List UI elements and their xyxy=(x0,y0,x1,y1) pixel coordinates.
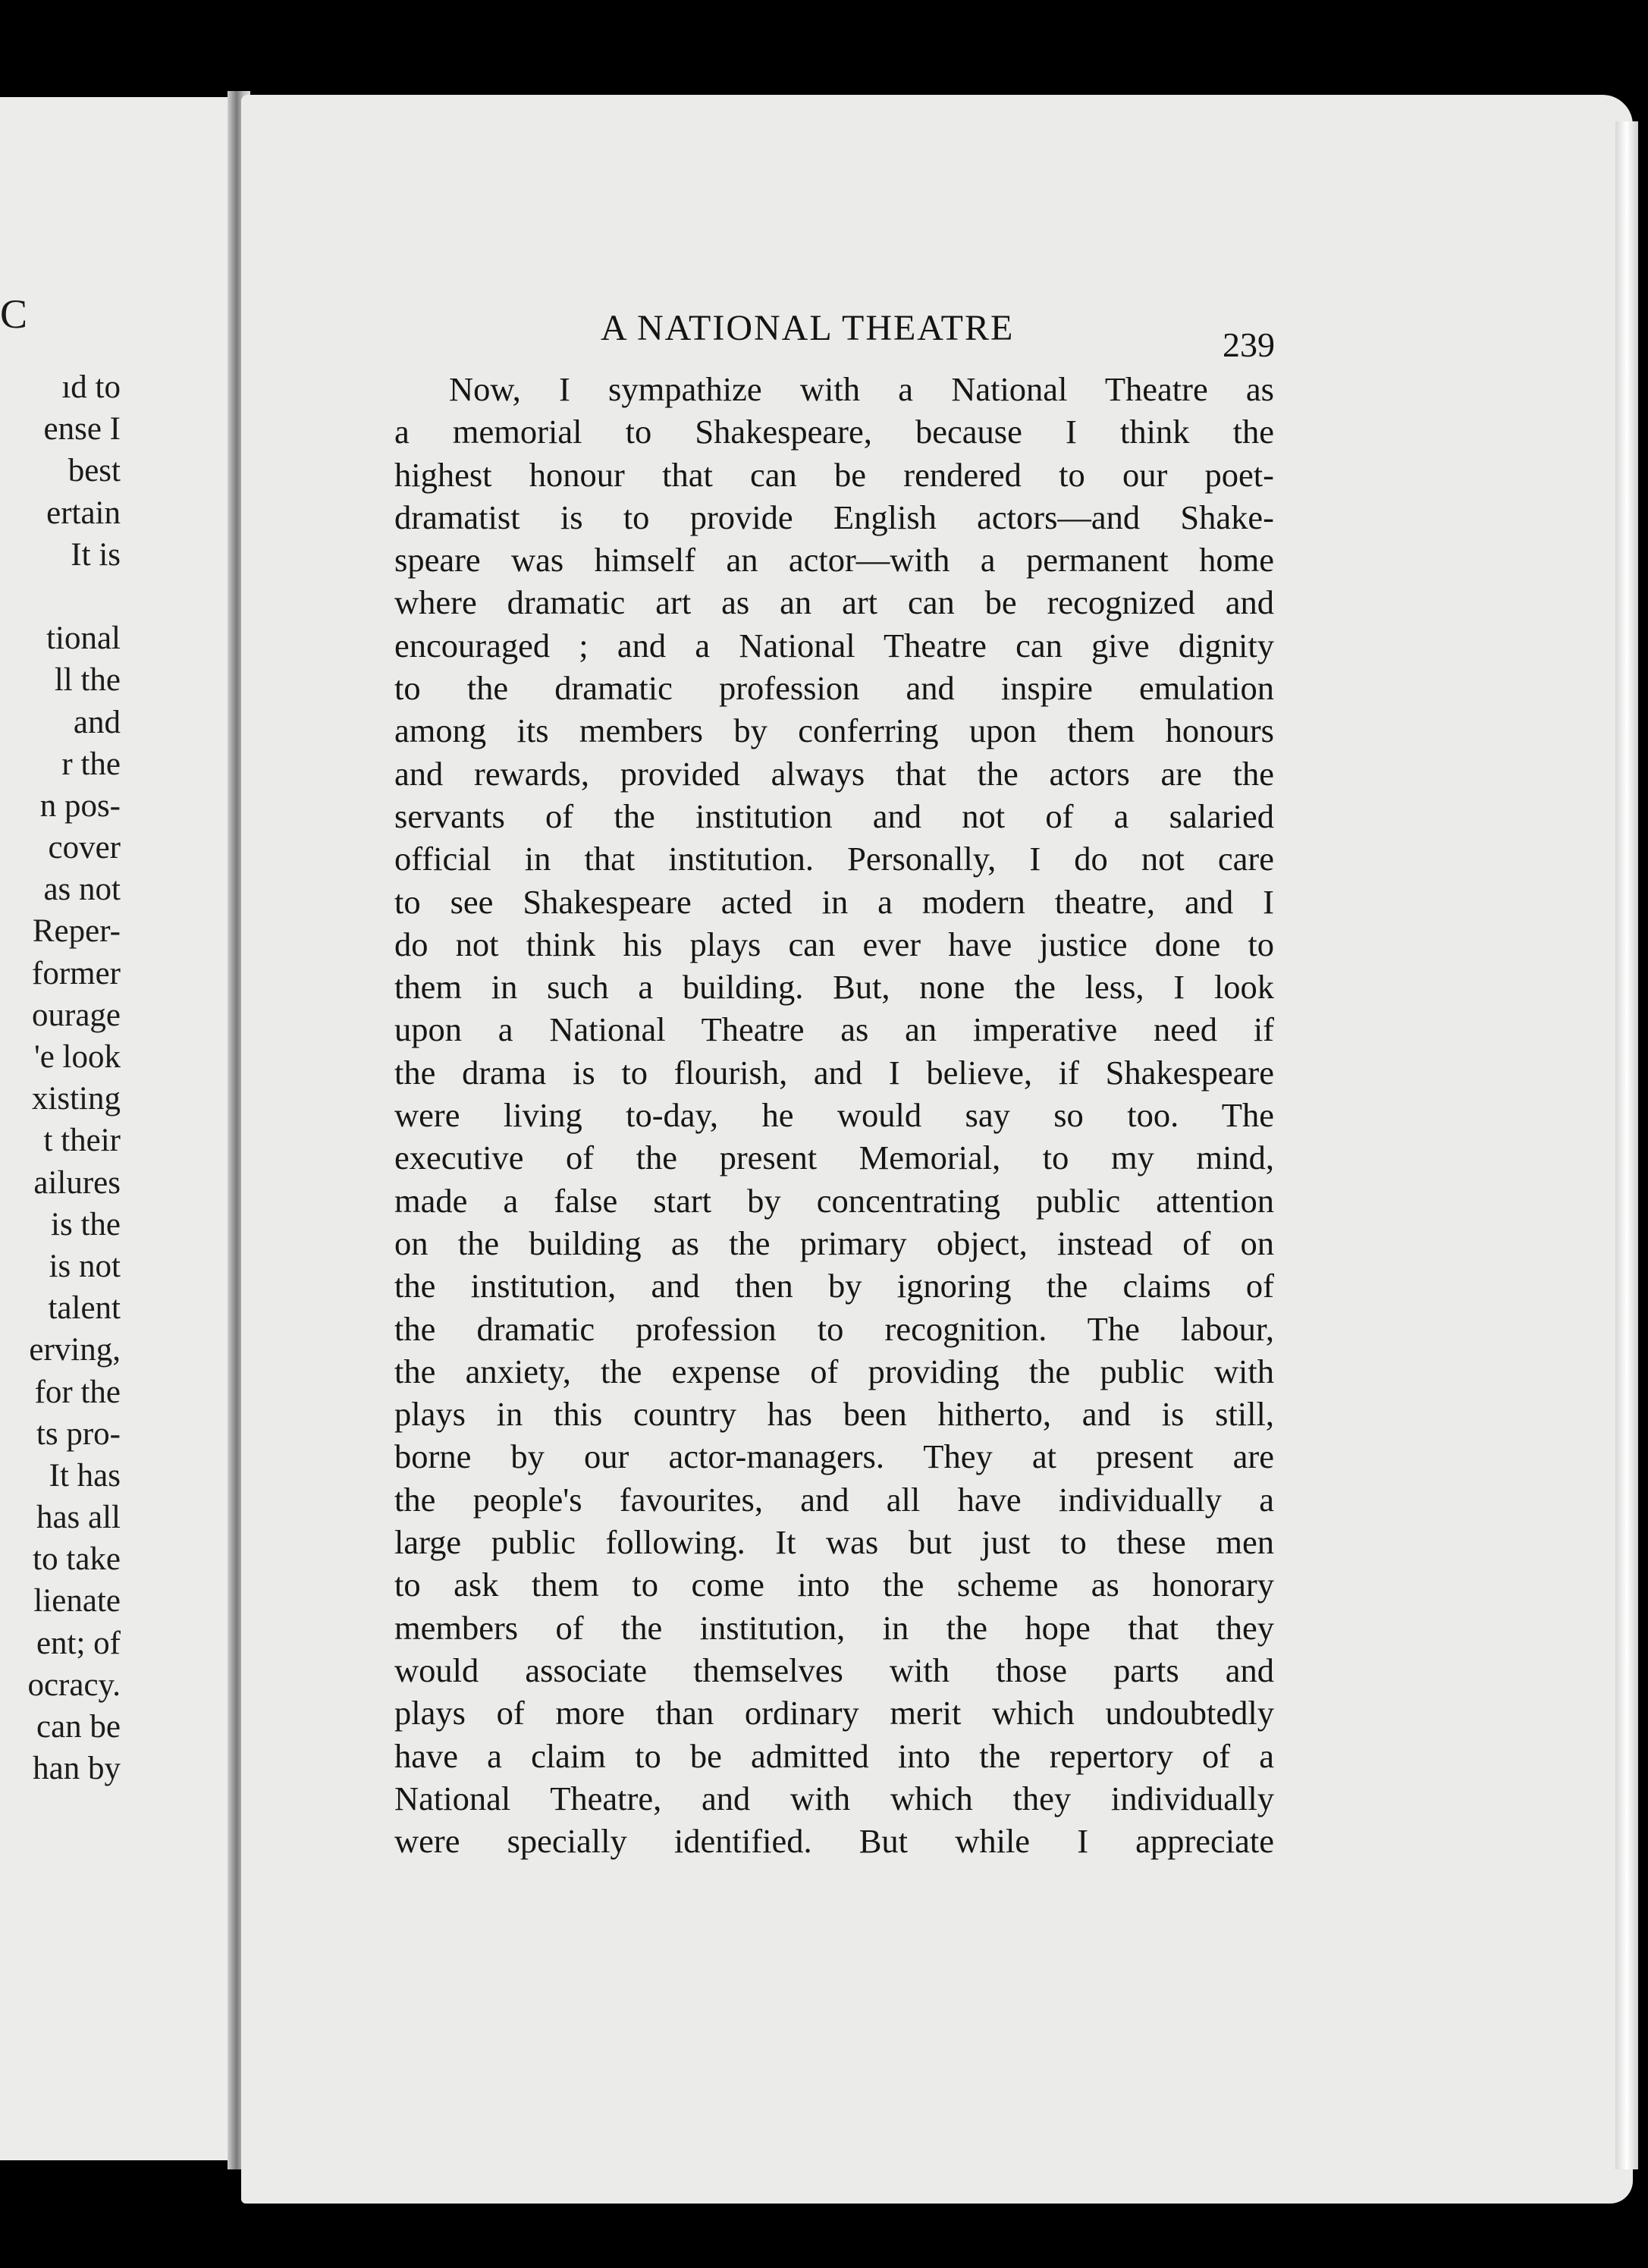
left-page-line: can be xyxy=(36,1709,121,1745)
text-line: highest honour that can be rendered to our poet- xyxy=(394,455,1274,494)
left-page-line: xisting xyxy=(31,1081,121,1117)
text-line: to see Shakespeare acted in a modern theatre, and I xyxy=(394,882,1274,921)
left-page-line: ll the xyxy=(54,662,121,699)
left-page-line: is the xyxy=(51,1206,121,1242)
text-line: were living to-day, he would say so too. The xyxy=(394,1096,1274,1135)
left-page-line: ertain xyxy=(46,495,121,531)
text-line: official in that institution. Personally, I do not care xyxy=(394,840,1274,878)
left-page-line: ts pro- xyxy=(36,1415,121,1452)
page-number: 239 xyxy=(1223,325,1275,364)
text-line: made a false start by concentrating public attention xyxy=(394,1181,1274,1220)
left-page-line: ense I xyxy=(43,411,121,448)
left-page-line: as not xyxy=(43,872,121,908)
left-page-line: to take xyxy=(33,1541,121,1578)
text-line: speare was himself an actor—with a permanent home xyxy=(394,541,1274,580)
left-page-line: ent; of xyxy=(36,1625,121,1661)
text-line: them in such a building. But, none the less, I look xyxy=(394,968,1274,1007)
left-page-line: and xyxy=(73,704,121,740)
left-page-line: It is xyxy=(71,536,121,573)
text-line: Now, I sympathize with a National Theatre as xyxy=(449,370,1274,408)
left-page-line: Reper- xyxy=(32,913,121,950)
text-line: the drama is to flourish, and I believe, if Shakespeare xyxy=(394,1053,1274,1092)
text-line: to the dramatic profession and inspire emulation xyxy=(394,669,1274,708)
left-page-line: lienate xyxy=(33,1583,121,1619)
left-page-line: tional xyxy=(46,620,121,657)
text-line: members of the institution, in the hope that they xyxy=(394,1608,1274,1647)
left-page-line: 'e look xyxy=(33,1039,121,1075)
text-line: the dramatic profession to recognition. The labour, xyxy=(394,1309,1274,1348)
text-line: do not think his plays can ever have justice done to xyxy=(394,925,1274,963)
text-line: on the building as the primary object, instead of on xyxy=(394,1224,1274,1262)
left-page-line: t their xyxy=(43,1123,121,1159)
body-text xyxy=(394,368,1274,1862)
text-line: borne by our actor-managers. They at present are xyxy=(394,1437,1274,1476)
text-line: the anxiety, the expense of providing the public with xyxy=(394,1352,1274,1390)
left-page-line: ıd to xyxy=(61,369,121,405)
text-line: among its members by conferring upon them honours xyxy=(394,711,1274,750)
text-line: the institution, and then by ignoring the claims of xyxy=(394,1267,1274,1305)
text-line: dramatist is to provide English actors—and Shake- xyxy=(394,498,1274,536)
left-page-text xyxy=(0,366,121,1789)
left-page-line: best xyxy=(67,453,121,489)
left-page-line: is not xyxy=(49,1248,121,1284)
text-line: National Theatre, and with which they individually xyxy=(394,1779,1274,1817)
left-page-line: talent xyxy=(48,1290,121,1327)
text-line: to ask them to come into the scheme as honorary xyxy=(394,1566,1274,1604)
text-line: have a claim to be admitted into the repertory of a xyxy=(394,1736,1274,1775)
left-page-line xyxy=(0,576,121,617)
left-page-line: It has xyxy=(49,1457,121,1494)
left-page-line: ourage xyxy=(32,997,121,1033)
left-page-line: for the xyxy=(34,1374,121,1410)
left-page-line: ocracy. xyxy=(27,1666,121,1703)
text-line: encouraged ; and a National Theatre can give dignity xyxy=(394,626,1274,664)
left-page-fragment xyxy=(0,97,231,2160)
left-page-line: ailures xyxy=(33,1164,121,1201)
running-head: A NATIONAL THEATRE xyxy=(601,308,1015,348)
text-line: large public following. It was but just to these men xyxy=(394,1523,1274,1562)
text-line: the people's favourites, and all have individually a xyxy=(394,1480,1274,1519)
left-page-line: cover xyxy=(48,830,121,866)
left-page-line: han by xyxy=(33,1751,121,1787)
text-line: where dramatic art as an art can be recognized and xyxy=(394,583,1274,622)
text-line: a memorial to Shakespeare, because I think the xyxy=(394,413,1274,451)
text-line: plays in this country has been hitherto, and is still, xyxy=(394,1395,1274,1434)
left-page-line: former xyxy=(32,955,121,991)
left-page-line: erving, xyxy=(29,1332,121,1368)
text-line: upon a National Theatre as an imperative need if xyxy=(394,1010,1274,1049)
text-line: would associate themselves with those parts and xyxy=(394,1651,1274,1689)
text-line: were specially identified. But while I appreciate xyxy=(394,1822,1274,1861)
left-heading-fragment: C xyxy=(0,291,28,337)
text-line: and rewards, provided always that the actors are the xyxy=(394,754,1274,793)
page-edge xyxy=(1615,121,1638,2169)
left-page-line: r the xyxy=(61,746,121,782)
left-page-line: has all xyxy=(36,1500,121,1536)
text-line: executive of the present Memorial, to my mind, xyxy=(394,1139,1274,1177)
left-page-line: n pos- xyxy=(39,787,121,824)
text-line: plays of more than ordinary merit which undoubtedly xyxy=(394,1694,1274,1732)
text-line: servants of the institution and not of a salaried xyxy=(394,796,1274,835)
